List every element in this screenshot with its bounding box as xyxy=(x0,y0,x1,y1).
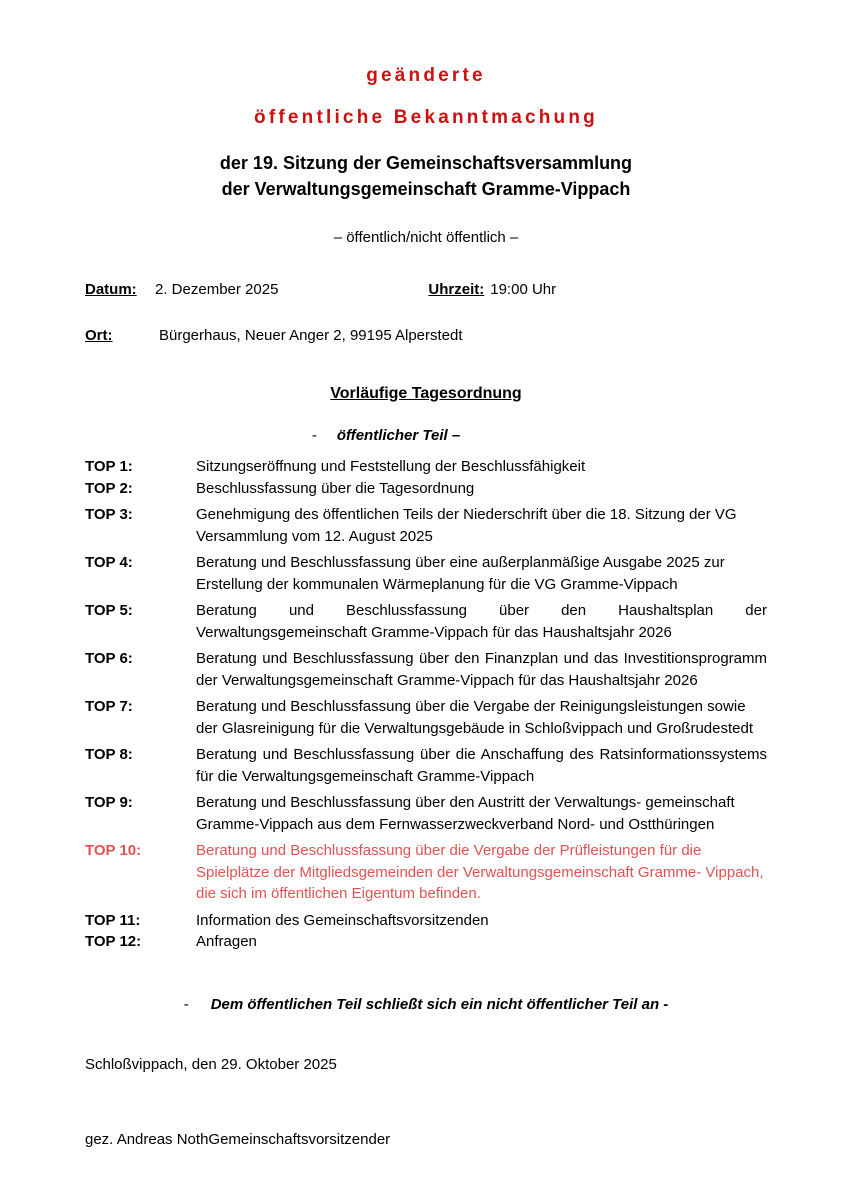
agenda-item-label: TOP 6: xyxy=(85,650,133,667)
agenda-item-text: Beratung und Beschlussfassung über die Vergabe der Reinigungsleistungen sowie der Glasreinigung für die Verwaltungsgebäude in Schloßvippach und Großrudestedt xyxy=(196,698,754,737)
closing-note xyxy=(85,953,767,1015)
agenda-item-label: TOP 3: xyxy=(85,506,133,523)
agenda-item-label: TOP 4: xyxy=(85,554,133,571)
agenda-item xyxy=(85,840,767,905)
agenda-item-label: TOP 12: xyxy=(85,933,142,950)
agenda-item-text: Genehmigung des öffentlichen Teils der Niederschrift über die 18. Sitzung der VG Versammlung vom 12. August 2025 xyxy=(196,506,737,545)
public-nonpublic-note: – öffentlich/nicht öffentlich – xyxy=(333,229,519,246)
agenda-section-public xyxy=(85,404,767,446)
agenda-item xyxy=(85,696,767,739)
subtitle-organization: der Verwaltungsgemeinschaft Gramme-Vippach xyxy=(221,179,631,199)
headline-changed: geänderte xyxy=(366,65,486,86)
subtitle-session: der 19. Sitzung der Gemeinschaftsversammlung xyxy=(219,153,633,173)
agenda-item xyxy=(85,744,767,787)
agenda-item xyxy=(85,600,767,643)
section-dash: - xyxy=(311,427,317,444)
meta-row-location xyxy=(85,300,767,346)
agenda-item-text: Beratung und Beschlussfassung über die Anschaffung des Ratsinformationssystems für die Verwaltungsgemeinschaft Gramme-Vippach xyxy=(196,746,767,785)
agenda-item-text: Beschlussfassung über die Tagesordnung xyxy=(196,479,475,497)
time-value: 19:00 Uhr xyxy=(490,281,557,298)
agenda-item-text: Anfragen xyxy=(196,933,257,950)
time-label: Uhrzeit: xyxy=(428,281,485,298)
agenda-item-label: TOP 7: xyxy=(85,698,133,715)
agenda-item-label: TOP 10: xyxy=(85,842,142,859)
agenda-item xyxy=(85,931,767,953)
agenda-item-label: TOP 2: xyxy=(85,479,133,497)
agenda-item xyxy=(85,504,767,547)
agenda-item-text: Beratung und Beschlussfassung über den Finanzplan und das Investitionsprogramm der Verwaltungsgemeinschaft Gramme-Vippach für das Haushaltsjahr 2026 xyxy=(196,650,767,689)
agenda-item xyxy=(85,552,767,595)
location-label: Ort: xyxy=(85,327,113,344)
agenda-item xyxy=(85,478,767,500)
agenda-title: Vorläufige Tagesordnung xyxy=(330,385,522,402)
agenda-item-text: Beratung und Beschlussfassung über den Haushaltsplan der Verwaltungsgemeinschaft Gramme-Vippach für das Haushaltsjahr 2026 xyxy=(196,602,767,641)
closing-note-text: Dem öffentlichen Teil schließt sich ein nicht öffentlicher Teil an - xyxy=(210,995,669,1013)
agenda-item-text: Sitzungseröffnung und Feststellung der Beschlussfähigkeit xyxy=(196,458,586,475)
agenda-item-label: TOP 8: xyxy=(85,746,133,763)
agenda-item xyxy=(85,456,767,478)
section-label-text: öffentlicher Teil – xyxy=(336,427,461,444)
agenda-item-text: Beratung und Beschlussfassung über den Austritt der Verwaltungs- gemeinschaft Gramme-Vippach aus dem Fernwasserzweckverband Nord- und Ostthüringen xyxy=(196,794,735,833)
date-value: 2. Dezember 2025 xyxy=(155,281,279,298)
date-label: Datum: xyxy=(85,281,137,298)
agenda-item-label: TOP 9: xyxy=(85,794,133,811)
agenda-item-label: TOP 1: xyxy=(85,458,133,475)
meta-row-date xyxy=(85,248,767,300)
headline-public-notice: öffentliche Bekanntmachung xyxy=(254,107,598,128)
place-and-date: Schloßvippach, den 29. Oktober 2025 xyxy=(85,1055,337,1073)
agenda-item-label: TOP 5: xyxy=(85,602,133,619)
agenda-item-label: TOP 11: xyxy=(85,911,141,929)
location-value: Bürgerhaus, Neuer Anger 2, 99195 Alperstedt xyxy=(159,327,463,344)
agenda-item-list xyxy=(85,446,767,953)
closing-dash: - xyxy=(183,995,189,1013)
agenda-item-text: Beratung und Beschlussfassung über eine außerplanmäßige Ausgabe 2025 zur Erstellung der kommunalen Wärmeplanung für die VG Gramme-Vippach xyxy=(196,554,725,593)
agenda-item xyxy=(85,910,767,932)
agenda-item-text: Beratung und Beschlussfassung über die Vergabe der Prüfleistungen für die Spielplätze der Mitgliedsgemeinden der Verwaltungsgemeinschaft Gramme- Vippach, die sich im öffentlichen Eigentum befinden. xyxy=(196,842,764,902)
agenda-item-text: Information des Gemeinschaftsvorsitzenden xyxy=(196,911,489,929)
signature-line: gez. Andreas NothGemeinschaftsvorsitzender xyxy=(85,1130,391,1148)
agenda-item xyxy=(85,648,767,691)
agenda-item xyxy=(85,792,767,835)
